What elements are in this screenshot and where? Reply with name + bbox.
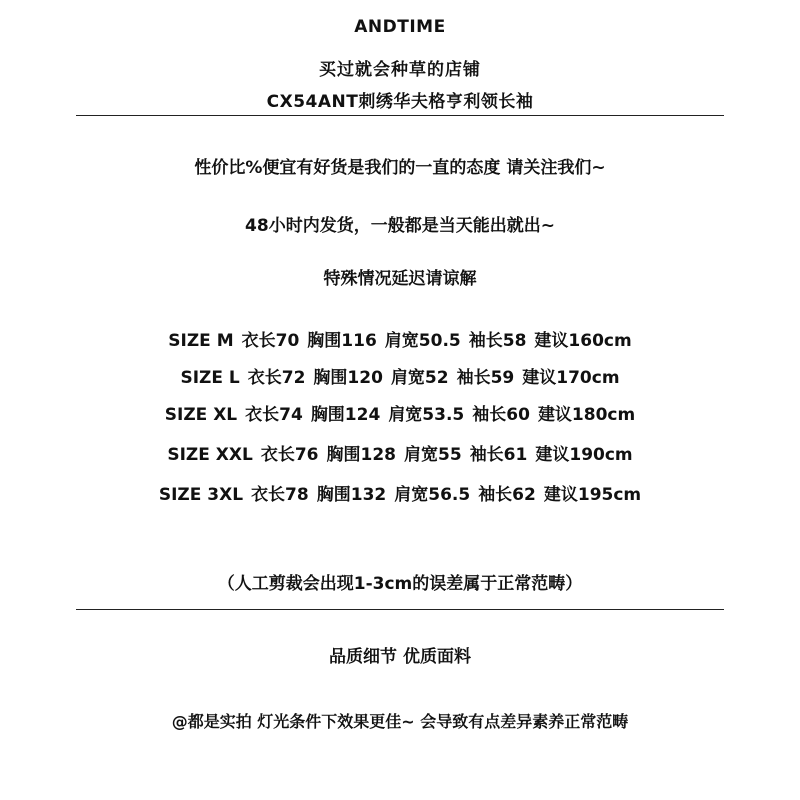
bottom-divider [76,609,724,610]
size-chest: 胸围116 [307,331,377,351]
size-length: 衣长78 [251,485,309,505]
size-sleeve: 袖长61 [469,445,528,465]
size-height: 建议170cm [522,368,620,388]
size-chest: 胸围128 [326,445,397,465]
size-length: 衣长74 [245,405,303,425]
info-line-shipping: 48小时内发货，一般都是当天能出就出~ [245,216,555,236]
size-label: SIZE XL [164,405,238,425]
size-row [0,363,800,388]
size-label: SIZE M [168,331,234,351]
size-chest: 胸围124 [310,405,381,425]
quality-heading: 品质细节 优质面料 [329,647,471,667]
size-sleeve: 袖长59 [456,368,515,388]
size-chest: 胸围132 [316,485,387,505]
size-shoulder: 肩宽50.5 [384,331,461,351]
size-row [0,400,800,425]
size-sleeve: 袖长60 [472,405,530,425]
size-row [0,440,800,465]
shop-slogan: 买过就会种草的店铺 [319,60,481,80]
measurement-note: （人工剪裁会出现1-3cm的误差属于正常范畴） [217,574,583,594]
info-line-delay: 特殊情况延迟请谅解 [323,269,477,289]
size-height: 建议190cm [535,445,633,465]
size-sleeve: 袖长62 [478,485,536,505]
size-length: 衣长76 [260,445,319,465]
info-line-value: 性价比%便宜有好货是我们的一直的态度 请关注我们~ [194,158,606,178]
size-row [0,480,800,505]
top-divider [76,115,724,116]
photo-disclaimer: @都是实拍 灯光条件下效果更佳~ 会导致有点差异素养正常范畴 [171,712,629,731]
brand-name: ANDTIME [354,17,446,37]
size-height: 建议180cm [537,405,636,425]
size-shoulder: 肩宽52 [390,368,449,388]
size-shoulder: 肩宽53.5 [388,405,465,425]
size-length: 衣长72 [247,368,306,388]
size-height: 建议160cm [534,331,632,351]
size-sleeve: 袖长58 [468,331,527,351]
size-length: 衣长70 [241,331,300,351]
size-label: SIZE L [180,368,240,388]
size-shoulder: 肩宽55 [404,445,462,465]
size-shoulder: 肩宽56.5 [394,485,471,505]
size-height: 建议195cm [543,485,642,505]
product-title: CX54ANT刺绣华夫格亨利领长袖 [266,92,534,112]
size-row [0,326,800,351]
size-label: SIZE 3XL [158,485,244,505]
size-label: SIZE XXL [167,445,253,465]
size-chest: 胸围120 [313,368,383,388]
